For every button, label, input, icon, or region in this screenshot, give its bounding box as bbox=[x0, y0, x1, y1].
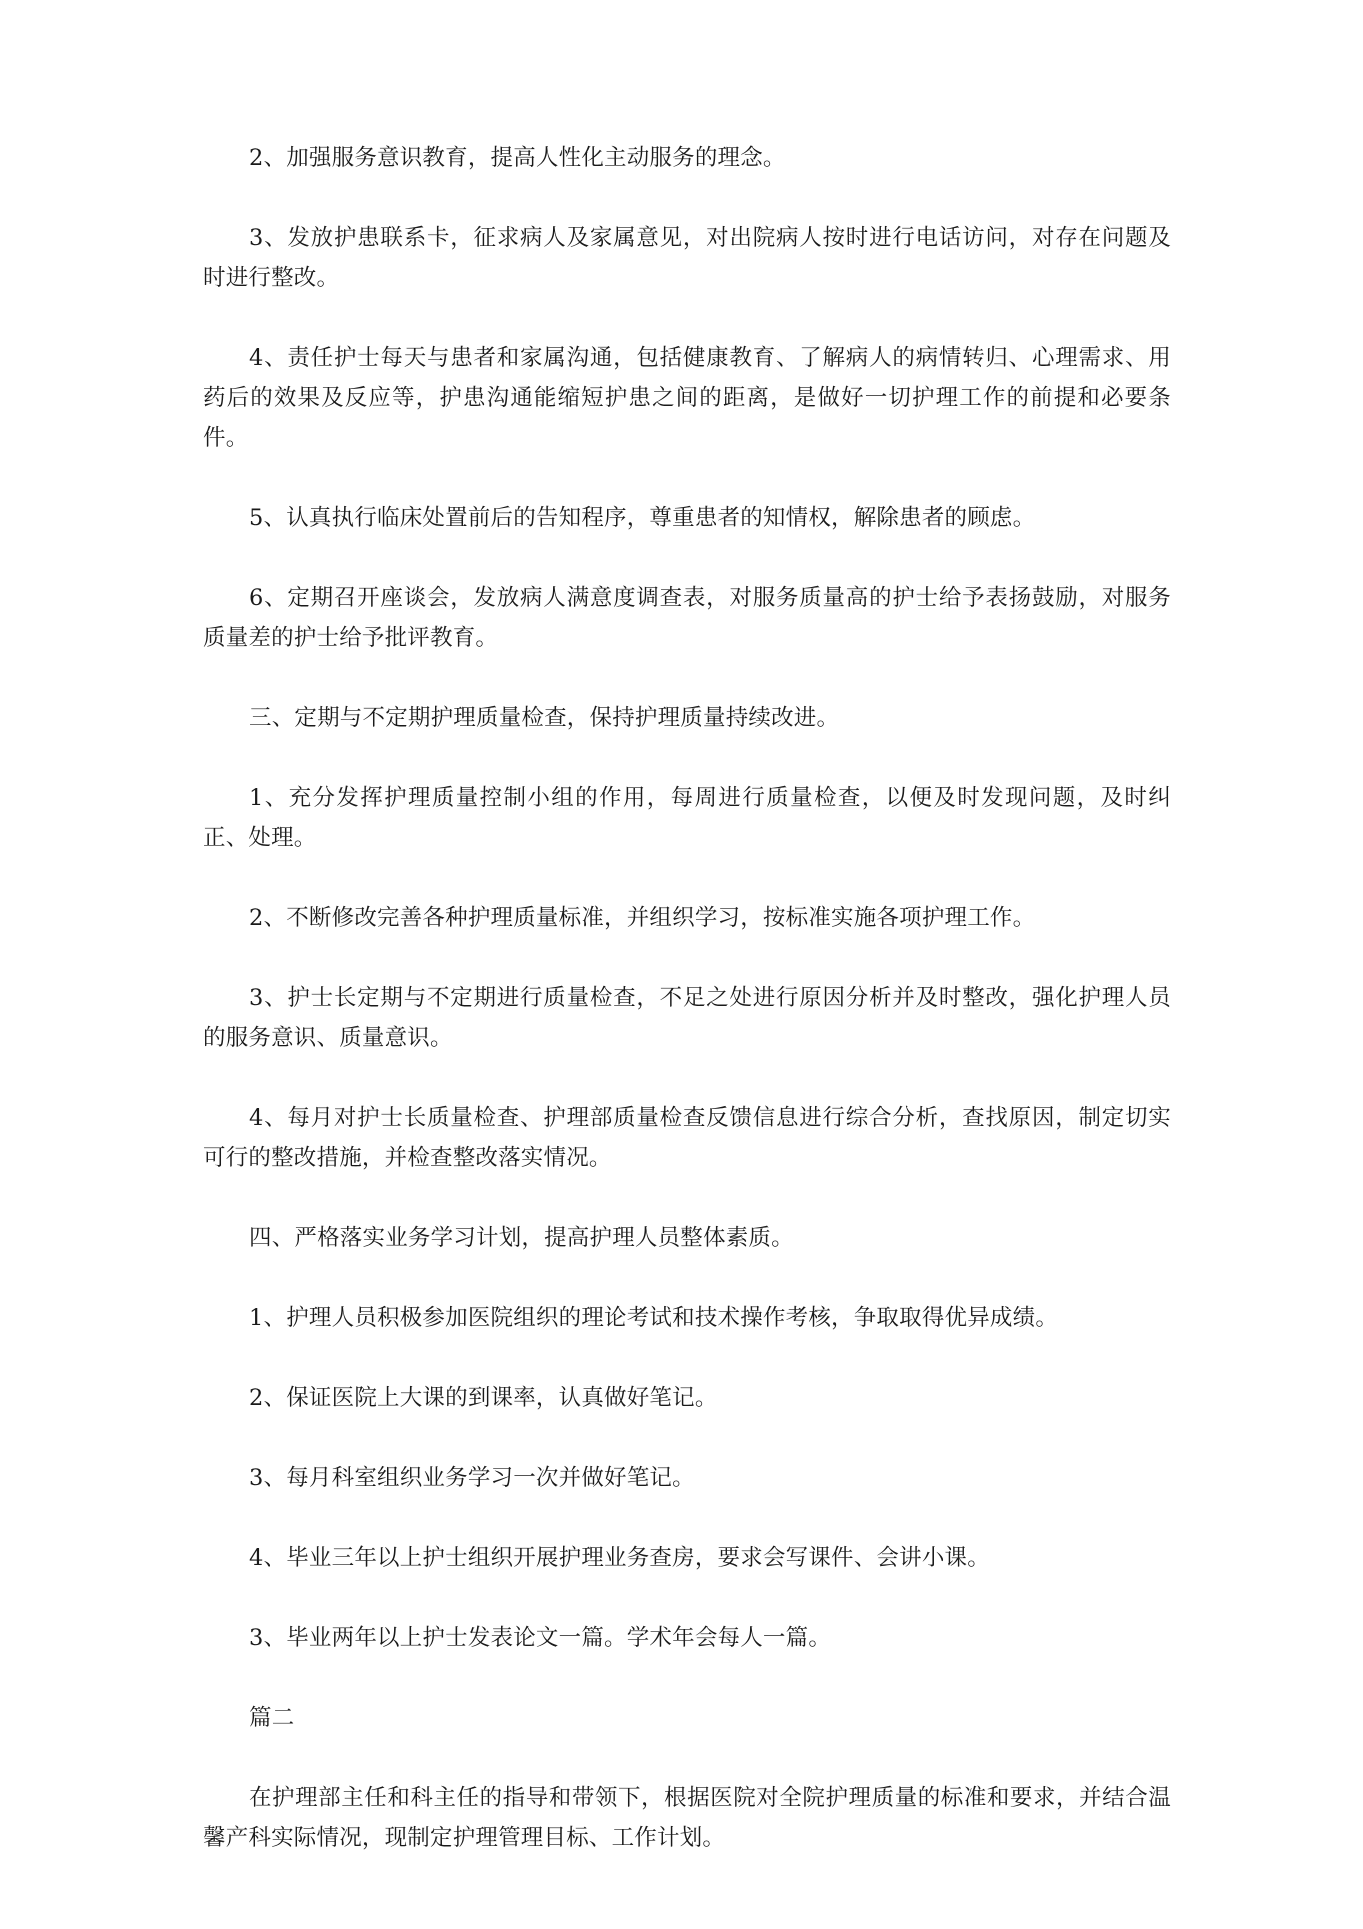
document-body bbox=[203, 138, 1171, 1858]
paragraph-informed-procedure: 5、认真执行临床处置前后的告知程序，尊重患者的知情权，解除患者的顾虑。 bbox=[249, 505, 1036, 531]
paragraph-exams: 1、护理人员积极参加医院组织的理论考试和技术操作考核，争取取得优异成绩。 bbox=[249, 1305, 1059, 1331]
paragraph-service-awareness: 2、加强服务意识教育，提高人性化主动服务的理念。 bbox=[249, 145, 786, 171]
section-heading-quality-check: 三、定期与不定期护理质量检查，保持护理质量持续改进。 bbox=[249, 705, 840, 731]
section-heading-part-two: 篇二 bbox=[249, 1705, 295, 1731]
paragraph-quality-standards: 2、不断修改完善各种护理质量标准，并组织学习，按标准实施各项护理工作。 bbox=[249, 905, 1036, 931]
paragraph-contact-card: 3、发放护患联系卡，征求病人及家属意见，对出院病人按时进行电话访问，对存在问题及时进行整改。 bbox=[203, 225, 1171, 291]
paragraph-monthly-study: 3、每月科室组织业务学习一次并做好笔记。 bbox=[249, 1465, 695, 1491]
paragraph-management-goals: 在护理部主任和科主任的指导和带领下，根据医院对全院护理质量的标准和要求，并结合温馨产科实际情况，现制定护理管理目标、工作计划。 bbox=[203, 1785, 1171, 1851]
paragraph-publications: 3、毕业两年以上护士发表论文一篇。学术年会每人一篇。 bbox=[249, 1625, 832, 1651]
section-heading-study-plan: 四、严格落实业务学习计划，提高护理人员整体素质。 bbox=[249, 1225, 794, 1251]
paragraph-satisfaction-survey: 6、定期召开座谈会，发放病人满意度调查表，对服务质量高的护士给予表扬鼓励，对服务质量差的护士给予批评教育。 bbox=[203, 585, 1171, 651]
paragraph-ward-rounds: 4、毕业三年以上护士组织开展护理业务查房，要求会写课件、会讲小课。 bbox=[249, 1545, 990, 1571]
paragraph-daily-communication: 4、责任护士每天与患者和家属沟通，包括健康教育、了解病人的病情转归、心理需求、用药后的效果及反应等，护患沟通能缩短护患之间的距离，是做好一切护理工作的前提和必要条件。 bbox=[203, 345, 1171, 451]
paragraph-head-nurse-check: 3、护士长定期与不定期进行质量检查，不足之处进行原因分析并及时整改，强化护理人员的服务意识、质量意识。 bbox=[203, 985, 1171, 1051]
paragraph-monthly-analysis: 4、每月对护士长质量检查、护理部质量检查反馈信息进行综合分析，查找原因，制定切实可行的整改措施，并检查整改落实情况。 bbox=[203, 1105, 1171, 1171]
paragraph-quality-control-group: 1、充分发挥护理质量控制小组的作用，每周进行质量检查，以便及时发现问题，及时纠正、处理。 bbox=[203, 785, 1171, 851]
paragraph-lecture-attendance: 2、保证医院上大课的到课率，认真做好笔记。 bbox=[249, 1385, 718, 1411]
